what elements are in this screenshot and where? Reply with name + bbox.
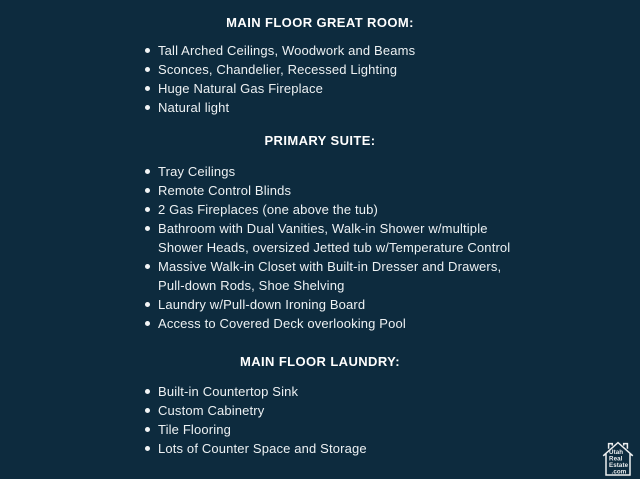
list-item-text: Remote Control Blinds [158,183,292,198]
list-item-text: Shower Heads, oversized Jetted tub w/Temperature Control [158,240,511,255]
list-item-text: Built-in Countertop Sink [158,384,299,399]
section-heading-primary-suite: PRIMARY SUITE: [264,133,376,148]
house-icon [599,439,637,477]
bullet-icon [145,321,150,326]
bullet-icon [145,427,150,432]
list-item-text: Tile Flooring [158,422,231,437]
bullet-icon [145,188,150,193]
list-item [145,401,367,420]
utahrealestate-watermark [599,439,637,477]
list-item [145,257,510,295]
list-item [145,314,510,333]
bullet-icon [145,105,150,110]
watermark-text: .com [611,468,627,476]
bullet-icon [145,48,150,53]
list-item [145,162,510,181]
list-item [145,382,367,401]
list-item [145,420,367,439]
list-item-text: Tall Arched Ceilings, Woodwork and Beams [158,43,416,58]
list-item-text: Huge Natural Gas Fireplace [158,81,324,96]
list-item-text: Tray Ceilings [158,164,236,179]
list-item-text: 2 Gas Fireplaces (one above the tub) [158,202,379,217]
list-item-text: Laundry w/Pull-down Ironing Board [158,297,366,312]
watermark-text: Utah [609,449,624,457]
bullet-icon [145,302,150,307]
list-item-text: Custom Cabinetry [158,403,265,418]
list-item [145,295,510,314]
great-room-feature-list [145,41,415,117]
bullet-icon [145,264,150,269]
bullet-icon [145,446,150,451]
primary-suite-feature-list [145,162,510,333]
list-item [145,60,415,79]
section-heading-main-floor-laundry: MAIN FLOOR LAUNDRY: [240,354,400,369]
list-item [145,79,415,98]
list-item [145,41,415,60]
list-item [145,181,510,200]
bullet-icon [145,169,150,174]
watermark-text: Real [609,455,623,463]
bullet-icon [145,207,150,212]
list-item-text: Lots of Counter Space and Storage [158,441,367,456]
list-item-text: Access to Covered Deck overlooking Pool [158,316,406,331]
list-item [145,200,510,219]
list-item [145,219,510,257]
list-item [145,98,415,117]
list-item-text: Sconces, Chandelier, Recessed Lighting [158,62,398,77]
list-item-text: Natural light [158,100,230,115]
watermark-text: Estate [609,462,629,469]
section-heading-main-floor-great-room: MAIN FLOOR GREAT ROOM: [226,15,414,30]
bullet-icon [145,408,150,413]
list-item-text: Pull-down Rods, Shoe Shelving [158,278,345,293]
bullet-icon [145,67,150,72]
list-item-text: Bathroom with Dual Vanities, Walk-in Shower w/multiple [158,221,488,236]
list-item [145,439,367,458]
laundry-feature-list [145,382,367,458]
list-item-text: Massive Walk-in Closet with Built-in Dresser and Drawers, [158,259,502,274]
bullet-icon [145,86,150,91]
bullet-icon [145,389,150,394]
bullet-icon [145,226,150,231]
